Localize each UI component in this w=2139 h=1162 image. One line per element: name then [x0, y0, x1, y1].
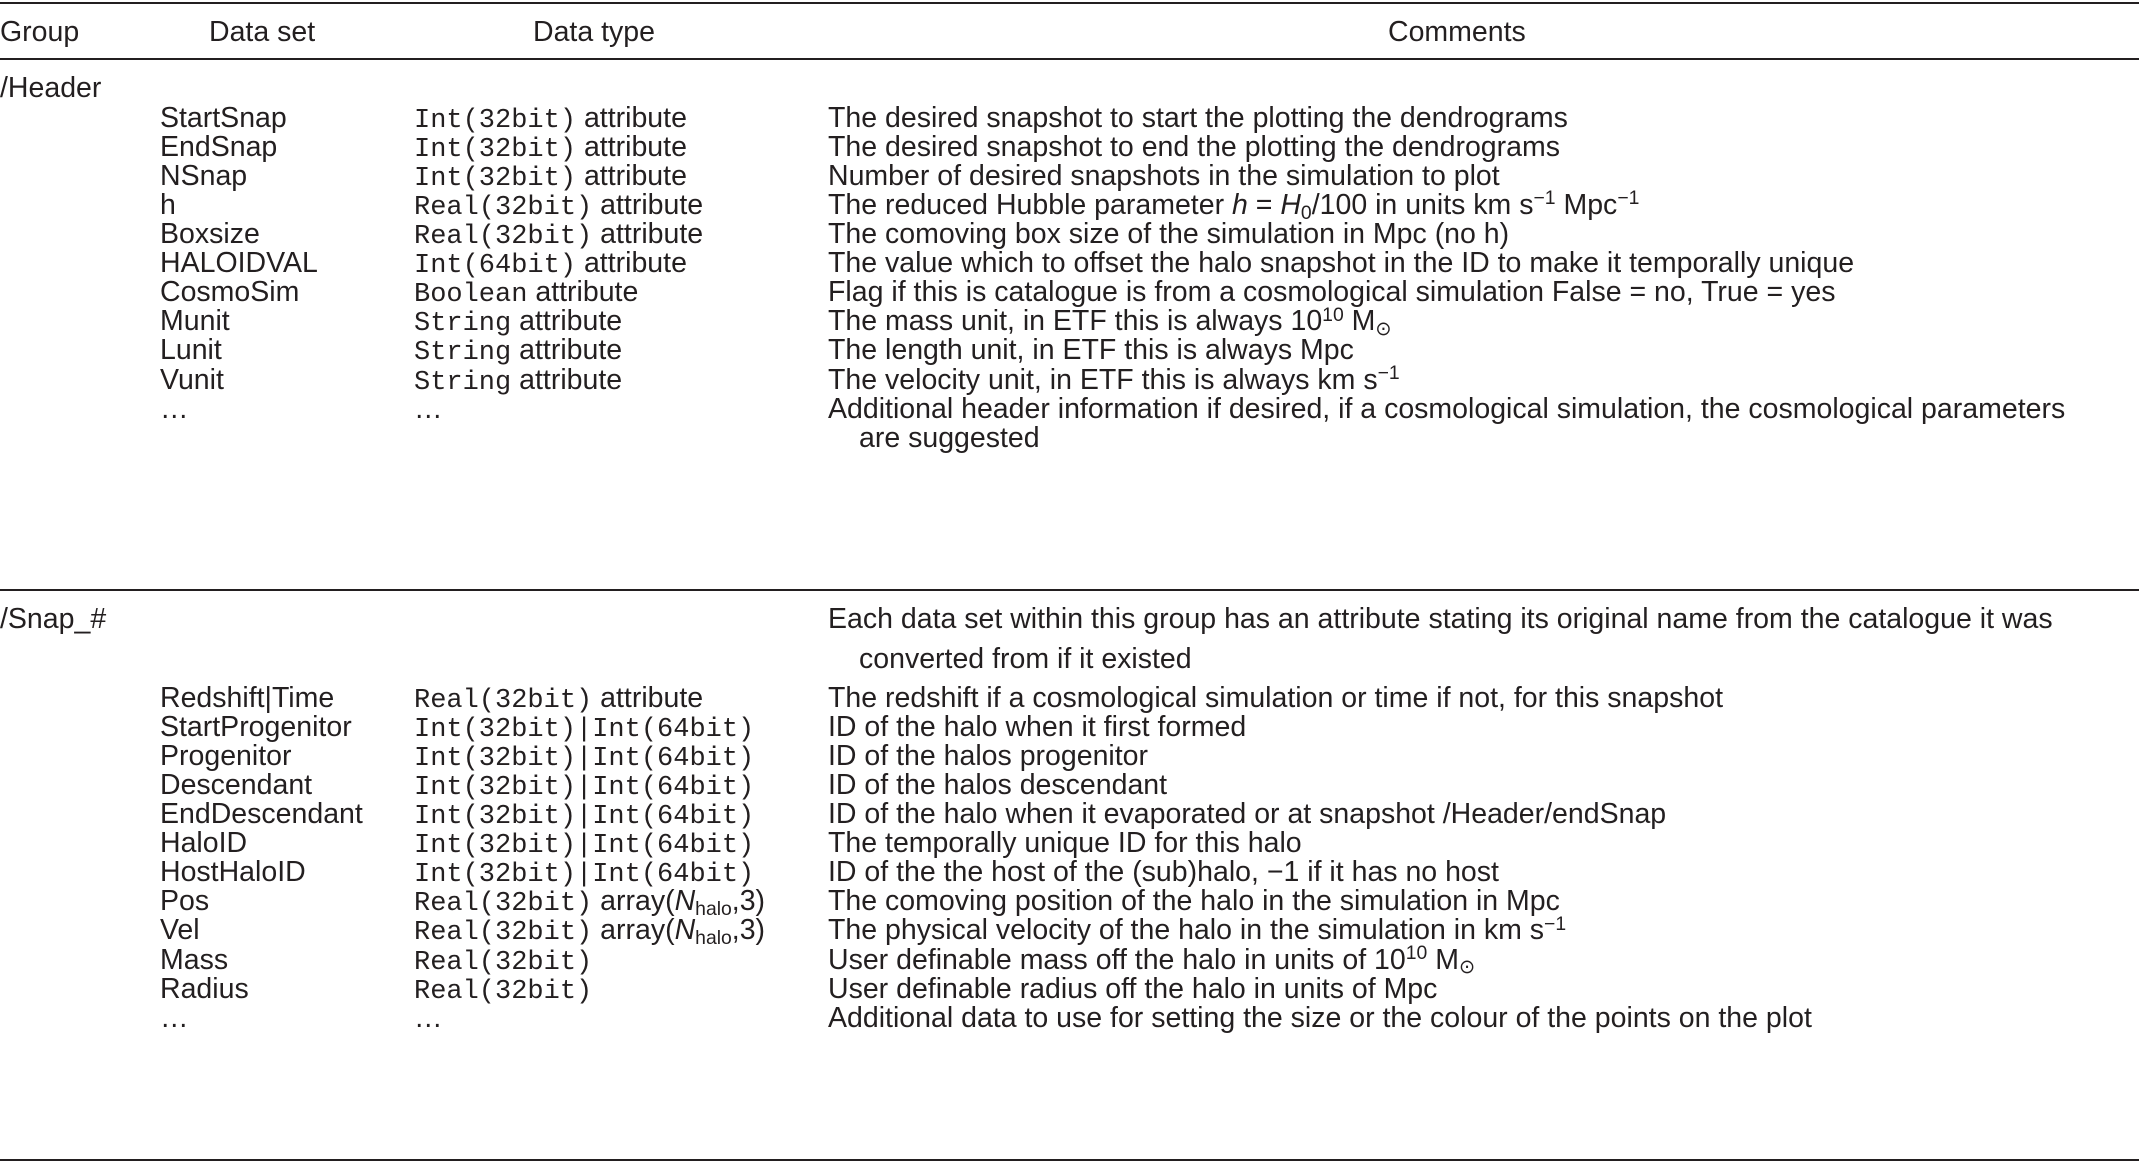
bottom-rule: [0, 1159, 2139, 1161]
data-type-code: Int(32bit): [414, 105, 577, 136]
data-type-code: Real(32bit): [414, 889, 593, 920]
comment-part: 0: [1300, 201, 1312, 224]
data-type-suffix: attribute: [511, 305, 623, 338]
comment-continuation: are suggested: [859, 421, 1040, 454]
data-type-code: Int(32bit)|Int(64bit): [414, 831, 755, 862]
data-type-suffix: attribute: [511, 334, 623, 367]
data-type-code: Int(32bit): [414, 134, 577, 165]
comment-part: −1: [1533, 187, 1556, 210]
data-set-name: Mass: [160, 943, 229, 976]
comment-part: 10: [1322, 303, 1344, 326]
data-set-name: HALOIDVAL: [160, 247, 318, 280]
data-set-name: StartSnap: [160, 101, 287, 134]
data-type-code: Real(32bit): [414, 947, 593, 978]
header-rule: [0, 58, 2139, 60]
comment-part: The velocity unit, in ETF this is always km s: [828, 363, 1378, 396]
data-type-suffix: attribute: [511, 363, 623, 396]
data-type-suffix-part: N: [674, 885, 696, 918]
comment: Number of desired snapshots in the simulation to plot: [828, 159, 1500, 192]
data-type-code: Boolean: [414, 280, 528, 311]
header-data-set: Data set: [209, 16, 316, 48]
comment: ID of the the host of the (sub)halo, −1 if it has no host: [828, 856, 1499, 889]
header-data-type: Data type: [533, 16, 655, 48]
data-type-code: Real(32bit): [414, 685, 593, 716]
data-type-code: Int(32bit): [414, 163, 577, 194]
comment: ID of the halos progenitor: [828, 739, 1149, 772]
data-type-code: Int(32bit)|Int(64bit): [414, 743, 755, 774]
comment-part: =: [1247, 188, 1281, 221]
comment-part: /100 in units km s: [1311, 188, 1534, 221]
comment-part: User definable mass off the halo in units of 10: [828, 943, 1406, 976]
data-set-name: Lunit: [160, 334, 222, 367]
data-type-code: String: [414, 367, 512, 398]
data-type-code: Real(32bit): [414, 222, 593, 252]
data-set-name: Progenitor: [160, 739, 292, 772]
comment: Flag if this is catalogue is from a cosmological simulation False = no, True = yes: [828, 276, 1836, 309]
comment: User definable radius off the halo in units of Mpc: [828, 972, 1438, 1005]
header-group: Group: [0, 16, 80, 48]
data-set-name: Descendant: [160, 768, 313, 801]
comment-part: M: [1427, 943, 1459, 976]
data-type: [414, 390, 443, 430]
comment: The temporally unique ID for this halo: [828, 827, 1302, 860]
comment-part: −1: [1617, 187, 1640, 210]
comment: The comoving position of the halo in the simulation in Mpc: [828, 885, 1560, 918]
comment-part: −1: [1377, 361, 1400, 384]
data-type-suffix: attribute: [592, 188, 704, 221]
data-type-code: Real(32bit): [414, 918, 593, 949]
data-set-name: Redshift|Time: [160, 681, 335, 714]
header-comments: Comments: [1388, 16, 1526, 48]
comment: The comoving box size of the simulation in Mpc (no h): [828, 218, 1510, 250]
top-rule: [0, 2, 2139, 4]
data-set-name: Vel: [160, 914, 200, 947]
data-type-suffix-part: halo: [695, 927, 732, 950]
group-divider-rule: [0, 589, 2139, 591]
data-type-code: String: [414, 338, 512, 369]
comment-part: Mpc: [1555, 188, 1618, 221]
data-type-code: Int(32bit)|Int(64bit): [414, 802, 755, 832]
comment-part: The reduced Hubble parameter: [828, 188, 1232, 221]
data-set-name: Munit: [160, 305, 230, 338]
data-set-name: StartProgenitor: [160, 710, 352, 743]
data-set-name: Radius: [160, 972, 249, 1005]
data-type-suffix-part: ,3): [731, 914, 766, 947]
comment-part: ⊙: [1375, 318, 1392, 341]
data-type-suffix: attribute: [576, 130, 687, 163]
comment: Additional header information if desired, if a cosmological simulation, the cosmological parameters: [828, 392, 2066, 425]
data-type-code: Real(32bit): [414, 192, 593, 223]
data-type-suffix: attribute: [592, 681, 704, 714]
data-type: [414, 999, 443, 1039]
data-type-code: …: [414, 1001, 443, 1034]
comment: The desired snapshot to end the plotting the dendrograms: [828, 130, 1560, 163]
data-set-name: EndDescendant: [160, 798, 363, 830]
data-type-suffix-part: N: [674, 914, 696, 947]
data-type-code: Int(32bit)|Int(64bit): [414, 714, 755, 745]
data-set-name: HostHaloID: [160, 856, 306, 889]
data-type-code: Int(64bit): [414, 251, 577, 282]
data-set-name: NSnap: [160, 159, 248, 192]
comment: Additional data to use for setting the size or the colour of the points on the plot: [828, 1001, 1812, 1034]
comment-part: The physical velocity of the halo in the simulation in km s: [828, 914, 1545, 947]
data-type-suffix: attribute: [576, 247, 687, 280]
data-set-name: CosmoSim: [160, 276, 300, 309]
comment: The redshift if a cosmological simulation or time if not, for this snapshot: [828, 681, 1723, 714]
data-type-suffix-part: halo: [695, 898, 732, 921]
data-type-code: Real(32bit): [414, 976, 593, 1007]
comment: The length unit, in ETF this is always Mpc: [828, 334, 1354, 367]
comment-part: 10: [1405, 941, 1428, 964]
comment-part: −1: [1544, 912, 1567, 935]
data-type-code: Int(32bit)|Int(64bit): [414, 860, 755, 891]
data-type-suffix: attribute: [576, 101, 687, 134]
data-type-suffix-part: array(: [592, 914, 675, 947]
comment-part: H: [1280, 188, 1301, 221]
data-type-code: Int(32bit)|Int(64bit): [414, 772, 755, 803]
data-set-name: …: [160, 392, 189, 425]
data-set-name: EndSnap: [160, 130, 278, 163]
data-set-name: h: [160, 188, 176, 221]
snap-group-comment-cont: converted from if it existed: [859, 642, 1192, 675]
data-set-name: HaloID: [160, 827, 248, 860]
comment: The value which to offset the halo snapshot in the ID to make it temporally unique: [828, 247, 1855, 280]
comment-part: ⊙: [1458, 956, 1476, 979]
comment-part: The mass unit, in ETF this is always 10: [828, 305, 1323, 338]
data-type-suffix: attribute: [527, 276, 639, 309]
data-type-suffix: attribute: [592, 218, 704, 250]
comment: ID of the halo when it first formed: [828, 710, 1247, 743]
comment: ID of the halo when it evaporated or at snapshot /Header/endSnap: [828, 798, 1667, 830]
comment: ID of the halos descendant: [828, 768, 1168, 801]
comment: The desired snapshot to start the plotting the dendrograms: [828, 101, 1568, 134]
data-set-name: Vunit: [160, 363, 224, 396]
group-name-header: /Header: [0, 72, 102, 104]
comment-part: M: [1343, 305, 1376, 338]
group-name-snap: /Snap_#: [0, 603, 107, 635]
data-set-name: Pos: [160, 885, 210, 918]
snap-group-comment: Each data set within this group has an attribute stating its original name from the catalogue it was: [828, 603, 2053, 635]
data-type-code: …: [414, 392, 443, 425]
data-type-suffix-part: ,3): [731, 885, 766, 918]
data-set-name: …: [160, 1001, 189, 1034]
data-type-code: String: [414, 309, 512, 340]
data-type: [414, 361, 622, 404]
comment-part: h: [1231, 188, 1248, 221]
data-type-suffix-part: array(: [592, 885, 675, 918]
data-set-name: Boxsize: [160, 218, 260, 250]
data-type-suffix: attribute: [576, 159, 687, 192]
